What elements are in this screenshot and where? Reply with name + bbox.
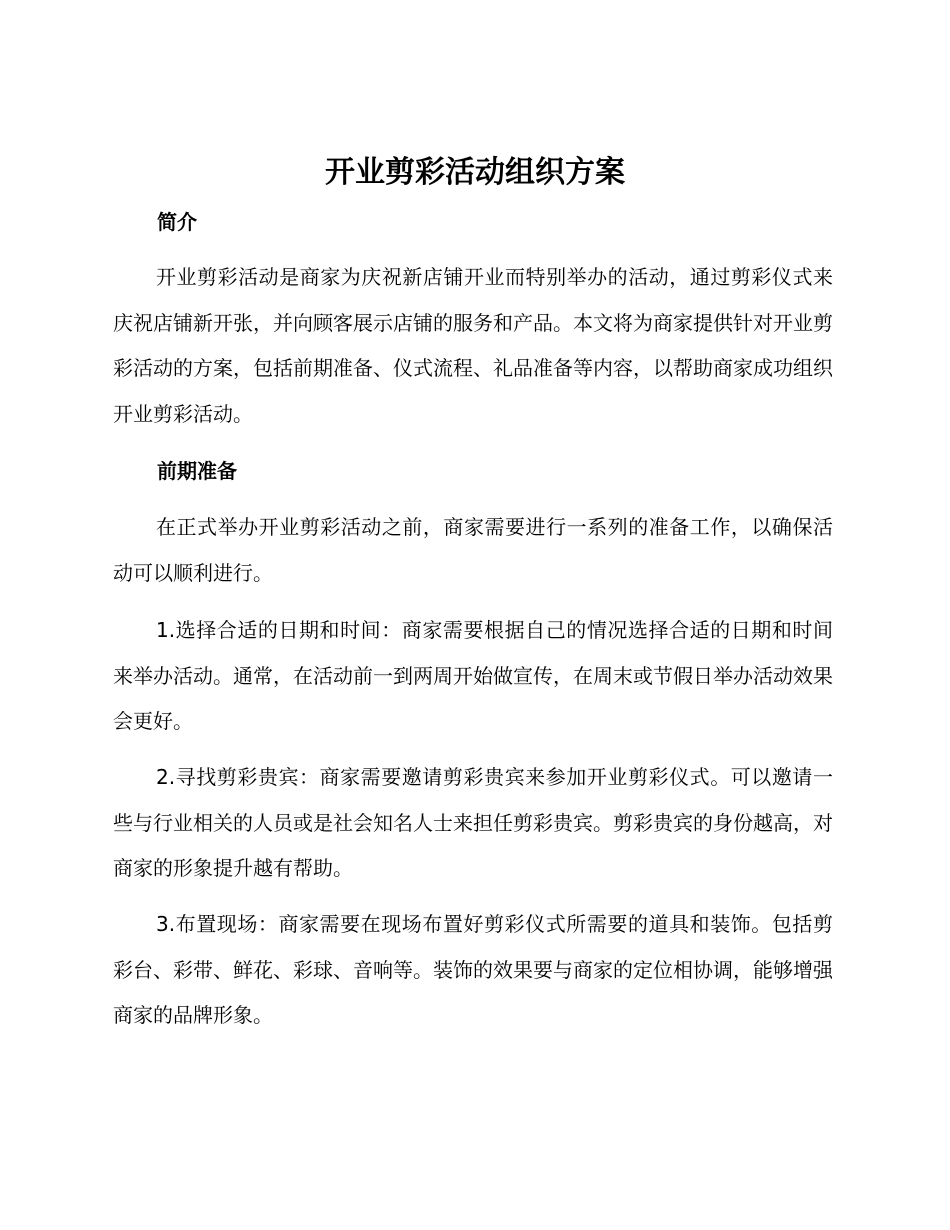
paragraph-item-guests: 2.寻找剪彩贵宾：商家需要邀请剪彩贵宾来参加开业剪彩仪式。可以邀请一些与行业相关的人员或是社会知名人士来担任剪彩贵宾。剪彩贵宾的身份越高，对商家的形象提升越有帮助。 <box>113 765 833 880</box>
paragraph-item-venue: 3.布置现场：商家需要在现场布置好剪彩仪式所需要的道具和装饰。包括剪彩台、彩带、鲜花、彩球、音响等。装饰的效果要与商家的定位相协调，能够增强商家的品牌形象。 <box>113 912 833 1027</box>
paragraph-intro: 开业剪彩活动是商家为庆祝新店铺开业而特别举办的活动，通过剪彩仪式来庆祝店铺新开张，并向顾客展示店铺的服务和产品。本文将为商家提供针对开业剪彩活动的方案，包括前期准备、仪式流程、礼品准备等内容，以帮助商家成功组织开业剪彩活动。 <box>113 265 833 426</box>
paragraph-item-date-time: 1.选择合适的日期和时间：商家需要根据自己的情况选择合适的日期和时间来举办活动。通常，在活动前一到两周开始做宣传，在周末或节假日举办活动效果会更好。 <box>113 618 833 733</box>
section-heading-intro: 简介 <box>157 210 197 234</box>
section-heading-preparation: 前期准备 <box>157 459 237 483</box>
document-title: 开业剪彩活动组织方案 <box>325 155 625 190</box>
paragraph-preparation-intro: 在正式举办开业剪彩活动之前，商家需要进行一系列的准备工作，以确保活动可以顺利进行。 <box>113 515 833 585</box>
